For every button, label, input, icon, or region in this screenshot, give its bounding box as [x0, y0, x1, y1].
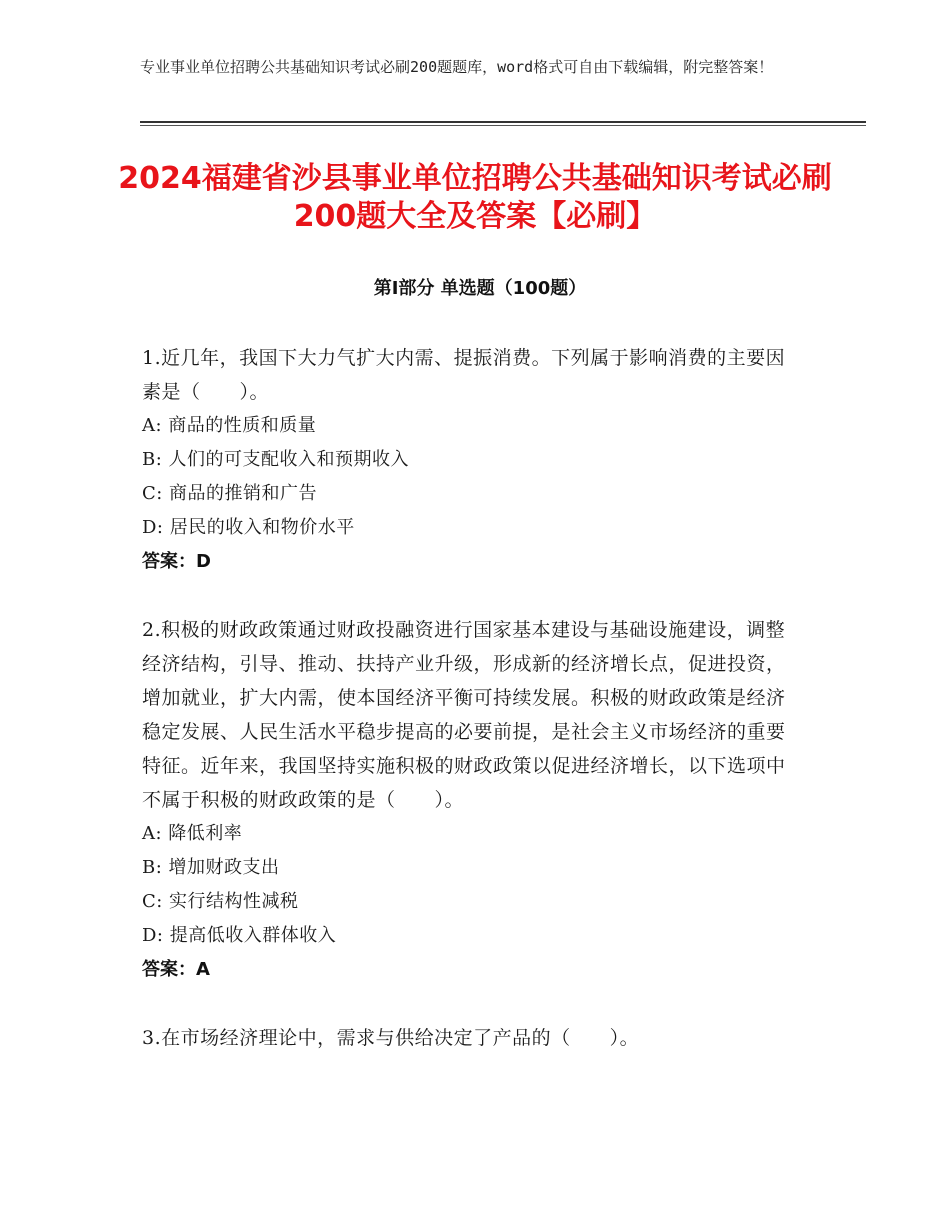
question-stem: 2.积极的财政政策通过财政投融资进行国家基本建设与基础设施建设，调整经济结构，引导、推动、扶持产业升级，形成新的经济增长点，促进投资，增加就业，扩大内需，使本国经济平衡可持续发展。积极的财政政策是经济稳定发展、人民生活水平稳步提高的必要前提，是社会主义市场经济的重要特征。近年来，我国坚持实施积极的财政政策以促进经济增长，以下选项中不属于积极的财政政策的是（ ）。 — [142, 619, 786, 811]
question-stem: 3.在市场经济理论中，需求与供给决定了产品的（ ）。 — [142, 1027, 640, 1049]
question-1 — [142, 341, 802, 579]
option-a: A: 降低利率 — [142, 823, 243, 844]
option-d: D: 居民的收入和物价水平 — [142, 517, 355, 538]
question-2 — [142, 613, 802, 987]
header-rule-thin — [140, 125, 866, 126]
question-list — [142, 341, 802, 1089]
question-stem: 1.近几年，我国下大力气扩大内需、提振消费。下列属于影响消费的主要因素是（ ）。 — [142, 347, 786, 403]
document-title: 2024福建省沙县事业单位招聘公共基础知识考试必刷200题大全及答案【必刷】 — [118, 161, 832, 234]
option-b: B: 增加财政支出 — [142, 857, 280, 878]
option-b: B: 人们的可支配收入和预期收入 — [142, 449, 410, 470]
section-heading: 第Ⅰ部分 单选题（100题） — [373, 278, 587, 299]
answer: 答案：A — [142, 959, 210, 980]
option-c: C: 商品的推销和广告 — [142, 483, 318, 504]
header-rule-thick — [140, 121, 866, 123]
option-a: A: 商品的性质和质量 — [142, 415, 317, 436]
answer: 答案：D — [142, 551, 211, 572]
option-c: C: 实行结构性减税 — [142, 891, 299, 912]
option-d: D: 提高低收入群体收入 — [142, 925, 337, 946]
question-3 — [142, 1021, 802, 1055]
page-header: 专业事业单位招聘公共基础知识考试必刷200题题库，word格式可自由下载编辑，附完整答案！ — [140, 58, 774, 76]
